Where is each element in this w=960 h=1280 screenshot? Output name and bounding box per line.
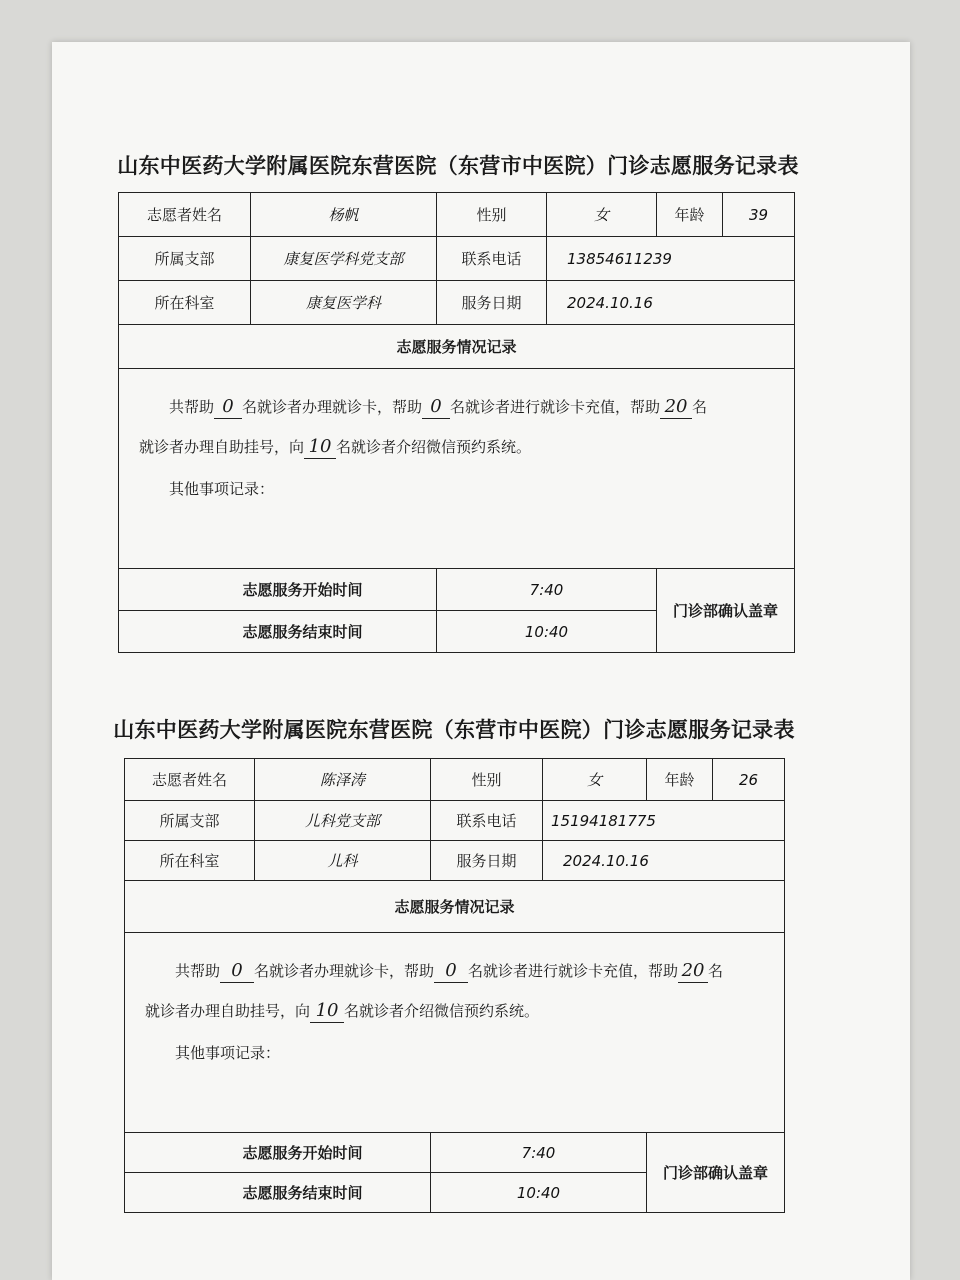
summary-text: 名就诊者进行就诊卡充值，帮助 <box>468 962 679 980</box>
summary-cell <box>119 369 795 569</box>
branch-value[interactable]: 康复医学科党支部 <box>251 237 437 281</box>
age-value[interactable]: 26 <box>713 759 785 801</box>
summary-cell <box>125 933 785 1133</box>
age-value[interactable]: 39 <box>723 193 795 237</box>
summary-text: 共帮助 <box>175 962 221 980</box>
date-label: 服务日期 <box>431 841 543 881</box>
info-table <box>124 758 785 1213</box>
phone-value[interactable]: 13854611239 <box>547 237 795 281</box>
dept-value[interactable]: 康复医学科 <box>251 281 437 325</box>
dept-label: 所在科室 <box>125 841 255 881</box>
gender-value[interactable]: 女 <box>543 759 647 801</box>
start-time-value[interactable]: 7:40 <box>431 1133 647 1173</box>
phone-label: 联系电话 <box>431 801 543 841</box>
form-title: 山东中医药大学附属医院东营医院（东营市中医院）门诊志愿服务记录表 <box>117 153 799 178</box>
summary-text: 名就诊者介绍微信预约系统。 <box>344 1002 540 1020</box>
summary-text: 就诊者办理自助挂号，向 <box>145 1002 311 1020</box>
record-form-2 <box>112 714 796 1214</box>
name-label: 志愿者姓名 <box>125 759 255 801</box>
age-label: 年龄 <box>647 759 713 801</box>
name-label: 志愿者姓名 <box>119 193 251 237</box>
end-time-label: 志愿服务结束时间 <box>119 611 437 653</box>
blank-wechat-count[interactable]: 10 <box>304 436 336 459</box>
dept-label: 所在科室 <box>119 281 251 325</box>
summary-text: 名就诊者办理就诊卡，帮助 <box>242 398 423 416</box>
section-title: 志愿服务情况记录 <box>125 881 785 933</box>
phone-value[interactable]: 15194181775 <box>543 801 785 841</box>
end-time-label: 志愿服务结束时间 <box>125 1173 431 1213</box>
branch-label: 所属支部 <box>125 801 255 841</box>
blank-wechat-count[interactable]: 10 <box>310 1000 344 1023</box>
gender-label: 性别 <box>437 193 547 237</box>
age-label: 年龄 <box>657 193 723 237</box>
gender-label: 性别 <box>431 759 543 801</box>
blank-card-count[interactable]: 0 <box>220 960 254 983</box>
record-form-1 <box>106 150 810 660</box>
summary-text: 名 <box>692 398 708 416</box>
start-time-label: 志愿服务开始时间 <box>125 1133 431 1173</box>
blank-recharge-count[interactable]: 0 <box>422 396 450 419</box>
start-time-value[interactable]: 7:40 <box>437 569 657 611</box>
summary-text: 名就诊者办理就诊卡，帮助 <box>254 962 435 980</box>
form-title: 山东中医药大学附属医院东营医院（东营市中医院）门诊志愿服务记录表 <box>113 717 795 742</box>
start-time-label: 志愿服务开始时间 <box>119 569 437 611</box>
blank-register-count[interactable]: 20 <box>660 396 692 419</box>
stamp-label: 门诊部确认盖章 <box>647 1133 785 1213</box>
summary-text: 共帮助 <box>169 398 215 416</box>
blank-card-count[interactable]: 0 <box>214 396 242 419</box>
date-label: 服务日期 <box>437 281 547 325</box>
section-title: 志愿服务情况记录 <box>119 325 795 369</box>
date-value[interactable]: 2024.10.16 <box>547 281 795 325</box>
other-notes-label: 其他事项记录： <box>169 480 275 498</box>
date-value[interactable]: 2024.10.16 <box>543 841 785 881</box>
dept-value[interactable]: 儿科 <box>255 841 431 881</box>
name-value[interactable]: 杨帆 <box>251 193 437 237</box>
summary-text: 名 <box>708 962 724 980</box>
blank-recharge-count[interactable]: 0 <box>434 960 468 983</box>
branch-value[interactable]: 儿科党支部 <box>255 801 431 841</box>
gender-value[interactable]: 女 <box>547 193 657 237</box>
branch-label: 所属支部 <box>119 237 251 281</box>
info-table <box>118 192 795 653</box>
summary-text: 就诊者办理自助挂号，向 <box>139 438 305 456</box>
blank-register-count[interactable]: 20 <box>678 960 708 983</box>
other-notes-label: 其他事项记录： <box>175 1044 281 1062</box>
name-value[interactable]: 陈泽涛 <box>255 759 431 801</box>
end-time-value[interactable]: 10:40 <box>431 1173 647 1213</box>
summary-text: 名就诊者介绍微信预约系统。 <box>336 438 532 456</box>
end-time-value[interactable]: 10:40 <box>437 611 657 653</box>
summary-text: 名就诊者进行就诊卡充值，帮助 <box>450 398 661 416</box>
phone-label: 联系电话 <box>437 237 547 281</box>
stamp-label: 门诊部确认盖章 <box>657 569 795 653</box>
